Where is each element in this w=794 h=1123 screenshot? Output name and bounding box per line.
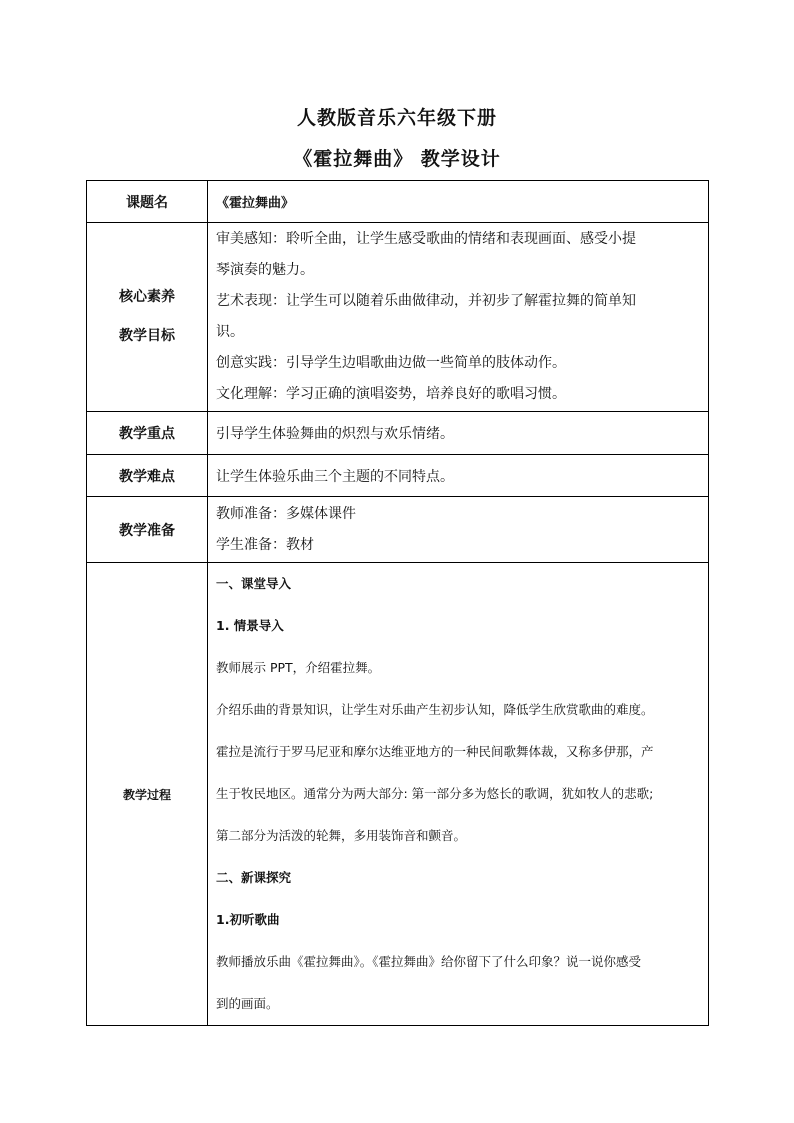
- preparation-label: 教学准备: [87, 497, 208, 563]
- document-subtitle: 《霍拉舞曲》 教学设计: [293, 148, 501, 170]
- goals-line: 文化理解：学习正确的演唱姿势，培养良好的歌唱习惯。: [216, 386, 566, 402]
- goals-line: 琴演奏的魅力。: [216, 262, 314, 278]
- focus-label: 教学重点: [87, 412, 208, 455]
- process-line: 生于牧民地区。通常分为两大部分: 第一部分多为悠长的歌调，犹如牧人的悲歌;: [216, 786, 654, 801]
- preparation-line: 教师准备：多媒体课件: [216, 505, 356, 522]
- goals-line: 艺术表现：让学生可以随着乐曲做律动，并初步了解霍拉舞的简单知: [216, 293, 636, 309]
- goals-line: 审美感知：聆听全曲，让学生感受歌曲的情绪和表现画面、感受小提: [216, 231, 636, 247]
- preparation-value: [208, 497, 709, 563]
- table-row-focus: [87, 412, 709, 455]
- process-line: 到的画面。: [216, 996, 279, 1011]
- process-heading: 二、新课探究: [216, 870, 292, 885]
- difficulty-value: 让学生体验乐曲三个主题的不同特点。: [208, 455, 709, 497]
- table-row-preparation: [87, 497, 709, 563]
- focus-value: 引导学生体验舞曲的炽烈与欢乐情绪。: [208, 412, 709, 455]
- topic-value: 《霍拉舞曲》: [208, 181, 709, 223]
- goals-line: 创意实践：引导学生边唱歌曲边做一些简单的肢体动作。: [216, 355, 566, 371]
- table-row-topic: [87, 181, 709, 223]
- table-row-difficulty: [87, 455, 709, 497]
- preparation-line: 学生准备：教材: [216, 536, 314, 553]
- goals-value: [208, 223, 709, 412]
- process-label: 教学过程: [87, 563, 208, 1026]
- difficulty-label: 教学难点: [87, 455, 208, 497]
- goals-label: [87, 223, 208, 412]
- table-row-goals: [87, 223, 709, 412]
- process-line: 霍拉是流行于罗马尼亚和摩尔达维亚地方的一种民间歌舞体裁，又称多伊那，产: [216, 744, 654, 759]
- table-row-process: [87, 563, 709, 1026]
- goals-line: 识。: [216, 324, 244, 340]
- lesson-plan-table: [86, 180, 709, 1026]
- process-line: 第二部分为活泼的轮舞，多用装饰音和颤音。: [216, 828, 467, 843]
- document-title: 人教版音乐六年级下册: [296, 107, 497, 129]
- process-subheading: 1. 情景导入: [216, 618, 284, 633]
- goals-label-line-2: 教学目标: [119, 328, 175, 344]
- topic-label: 课题名: [87, 181, 208, 223]
- process-heading: 一、课堂导入: [216, 576, 292, 591]
- process-line: 教师播放乐曲《霍拉舞曲》。《霍拉舞曲》给你留下了什么印象？说一说你感受: [216, 954, 642, 969]
- process-value: [208, 563, 709, 1026]
- process-line: 介绍乐曲的背景知识，让学生对乐曲产生初步认知，降低学生欣赏歌曲的难度。: [216, 702, 654, 717]
- process-subheading: 1.初听歌曲: [216, 912, 280, 927]
- goals-label-line-1: 核心素养: [119, 289, 175, 305]
- process-line: 教师展示 PPT，介绍霍拉舞。: [216, 660, 381, 675]
